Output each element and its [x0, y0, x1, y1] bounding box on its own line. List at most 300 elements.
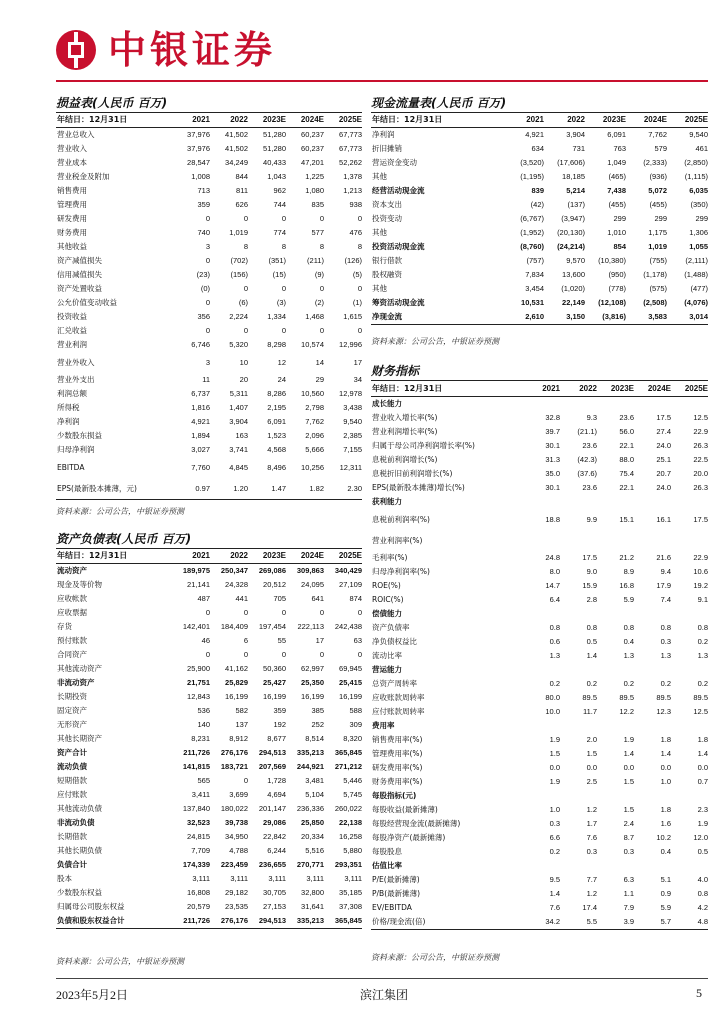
- row-label: 息税前利润增长(%): [372, 455, 438, 464]
- table-cell: 89.5: [619, 693, 634, 702]
- row-label: 无形资产: [57, 720, 87, 729]
- table-cell: 3: [205, 242, 210, 251]
- row-label: 营运资金变动: [372, 158, 417, 167]
- table-cell: 41,162: [225, 664, 248, 673]
- table-cell: 7.4: [660, 595, 671, 604]
- table-row: [56, 648, 362, 662]
- row-label: 息税前利润率(%): [372, 515, 430, 524]
- year-header: 2023E: [597, 382, 634, 397]
- table-cell: 1.82: [286, 478, 324, 500]
- table-cell: 211,726: [172, 914, 210, 929]
- table-cell: [560, 663, 597, 677]
- row-label: EPS(最新股本摊薄)增长(%): [372, 483, 465, 492]
- table-cell: 299: [654, 214, 667, 223]
- table-cell: 1.5: [586, 749, 597, 758]
- row-label: 应收账款周转率: [372, 693, 425, 702]
- table-cell: 18.8: [545, 515, 560, 524]
- table-cell: 0: [357, 326, 362, 335]
- row-label: 费用率: [372, 721, 395, 730]
- table-cell: 197,454: [258, 622, 286, 631]
- table-cell: 24,815: [187, 832, 210, 841]
- table-cell: 3,741: [229, 445, 248, 454]
- table-cell: (755): [649, 256, 667, 265]
- table-cell: [597, 789, 634, 803]
- table-cell: 1.6: [660, 819, 671, 828]
- table-cell: 12,311: [339, 463, 362, 472]
- row-label: 公允价值变动收益: [57, 298, 117, 307]
- year-header: 2021: [172, 113, 210, 128]
- row-label: 研发费用率(%): [372, 763, 423, 772]
- year-header: 2025E: [324, 113, 362, 128]
- table-cell: 25,850: [301, 818, 324, 827]
- table-cell: 2,224: [229, 312, 248, 321]
- table-cell: 7,762: [305, 417, 324, 426]
- table-cell: [560, 789, 597, 803]
- table-row: [56, 387, 362, 401]
- table-cell: 0: [205, 214, 210, 223]
- table-cell: 10,531: [521, 298, 544, 307]
- table-cell: 17.4: [582, 903, 597, 912]
- table-row: [371, 607, 708, 621]
- table-cell: 184,409: [220, 622, 248, 631]
- row-label: 其他: [372, 172, 387, 181]
- table-row: [371, 467, 708, 481]
- table-cell: 577: [311, 228, 324, 237]
- table-cell: 16.8: [619, 581, 634, 590]
- table-cell: 8.9: [623, 567, 634, 576]
- table-cell: 0.2: [697, 679, 708, 688]
- table-cell: (1,020): [561, 284, 585, 293]
- table-cell: 1,378: [343, 172, 362, 181]
- table-cell: 0.0: [586, 763, 597, 772]
- table-cell: (702): [230, 256, 248, 265]
- table-cell: 16,199: [301, 692, 324, 701]
- row-label: 负债合计: [57, 860, 87, 869]
- table-row: [56, 592, 362, 606]
- table-cell: 476: [349, 228, 362, 237]
- table-cell: (351): [268, 256, 286, 265]
- table-cell: 5,516: [305, 846, 324, 855]
- table-cell: 1,213: [343, 186, 362, 195]
- table-cell: 0: [319, 650, 324, 659]
- table-cell: 0: [243, 214, 248, 223]
- year-header: 2021: [172, 549, 210, 564]
- table-row: [371, 453, 708, 467]
- table-cell: 269,086: [258, 566, 286, 575]
- row-label: 银行借款: [372, 256, 402, 265]
- table-cell: (211): [307, 256, 324, 265]
- table-cell: 1,225: [305, 172, 324, 181]
- row-label: 价格/现金流(倍): [371, 915, 523, 930]
- table-cell: 41,502: [225, 144, 248, 153]
- table-cell: 141,815: [182, 762, 210, 771]
- year-header: 2022: [544, 113, 585, 128]
- table-cell: 276,176: [210, 914, 248, 929]
- row-label: 股本: [57, 874, 72, 883]
- table-row: [56, 415, 362, 429]
- table-cell: 1.3: [660, 651, 671, 660]
- table-cell: 0.3: [586, 847, 597, 856]
- table-cell: 52,262: [339, 158, 362, 167]
- row-label: 投资变动: [372, 214, 402, 223]
- table-row: [371, 593, 708, 607]
- income-table: [56, 113, 362, 500]
- table-cell: 0.8: [697, 623, 708, 632]
- table-cell: 3,699: [229, 790, 248, 799]
- table-cell: 5.7: [634, 915, 671, 930]
- table-row: [56, 352, 362, 373]
- table-row: [371, 282, 708, 296]
- table-cell: 0: [205, 298, 210, 307]
- table-cell: 740: [197, 228, 210, 237]
- table-cell: 1.3: [549, 651, 560, 660]
- table-cell: 1.5: [623, 777, 634, 786]
- table-cell: 1.4: [549, 889, 560, 898]
- table-cell: (156): [230, 270, 248, 279]
- row-label: 营业成本: [57, 158, 87, 167]
- table-row: [56, 226, 362, 240]
- table-cell: 1,019: [648, 242, 667, 251]
- table-cell: 22.9: [693, 553, 708, 562]
- table-cell: 626: [235, 200, 248, 209]
- table-cell: [597, 607, 634, 621]
- table-cell: 20: [239, 375, 248, 384]
- table-cell: (1,178): [643, 270, 667, 279]
- table-cell: 9.1: [697, 595, 708, 604]
- table-cell: 1,080: [305, 186, 324, 195]
- table-row: [56, 170, 362, 184]
- table-row: [371, 184, 708, 198]
- table-cell: 2,385: [343, 431, 362, 440]
- table-cell: 24,328: [225, 580, 248, 589]
- table-cell: 9.3: [586, 413, 597, 422]
- table-cell: 0.2: [586, 679, 597, 688]
- table-cell: 8,912: [229, 734, 248, 743]
- table-cell: 0.4: [660, 847, 671, 856]
- table-cell: 3,111: [230, 874, 248, 883]
- table-cell: 0: [319, 326, 324, 335]
- table-cell: 844: [235, 172, 248, 181]
- table-cell: 7,834: [525, 270, 544, 279]
- table-cell: 223,459: [220, 860, 248, 869]
- table-cell: 0.2: [549, 679, 560, 688]
- table-cell: 9.9: [586, 515, 597, 524]
- table-cell: 2.8: [586, 595, 597, 604]
- table-header-row: [371, 113, 708, 128]
- company-logo-text: 中银证券: [108, 27, 277, 72]
- table-cell: (465): [608, 172, 626, 181]
- table-cell: 335,213: [296, 748, 324, 757]
- table-cell: 0: [205, 650, 210, 659]
- table-cell: 55: [277, 636, 286, 645]
- table-cell: 0.5: [697, 847, 708, 856]
- table-cell: 359: [197, 200, 210, 209]
- row-label: 信用减值损失: [57, 270, 102, 279]
- table-cell: 47,201: [301, 158, 324, 167]
- table-row: [371, 268, 708, 282]
- table-cell: 0.3: [623, 847, 634, 856]
- row-label: 非流动负债: [57, 818, 95, 827]
- table-row: [56, 718, 362, 732]
- table-cell: [523, 607, 560, 621]
- table-cell: 29,086: [263, 818, 286, 827]
- table-cell: (37.6): [577, 469, 597, 478]
- table-row: [56, 142, 362, 156]
- table-cell: [671, 607, 708, 621]
- table-cell: 0.5: [586, 637, 597, 646]
- table-cell: 9,570: [566, 256, 585, 265]
- row-label: 营运能力: [372, 665, 402, 674]
- table-cell: 17: [353, 358, 362, 367]
- table-cell: 12.5: [693, 707, 708, 716]
- table-row: [371, 425, 708, 439]
- table-cell: 5,745: [343, 790, 362, 799]
- table-cell: 20.0: [693, 469, 708, 478]
- table-cell: 26.3: [693, 441, 708, 450]
- table-cell: (24,214): [557, 242, 585, 251]
- table-cell: [560, 530, 597, 551]
- table-cell: (778): [608, 284, 626, 293]
- cashflow-title: 现金流量表(人民币 百万): [371, 94, 708, 113]
- table-cell: 276,176: [220, 748, 248, 757]
- table-cell: 938: [349, 200, 362, 209]
- table-cell: 634: [531, 144, 544, 153]
- table-cell: 2,798: [305, 403, 324, 412]
- table-cell: 8,496: [267, 463, 286, 472]
- table-cell: 1.4: [623, 749, 634, 758]
- table-cell: 24.8: [545, 553, 560, 562]
- row-label: 其他长期资产: [57, 734, 102, 743]
- table-row: [56, 324, 362, 338]
- table-cell: 41,502: [225, 130, 248, 139]
- row-label: EPS(最新股本摊薄，元): [56, 478, 172, 500]
- table-cell: 21.6: [656, 553, 671, 562]
- table-cell: [634, 607, 671, 621]
- row-label: 营业外收入: [57, 358, 95, 367]
- row-label: 每股净资产(最新摊薄): [372, 833, 446, 842]
- row-label: EV/EBITDA: [372, 903, 412, 912]
- table-cell: 4,845: [229, 463, 248, 472]
- table-cell: 21,751: [187, 678, 210, 687]
- balance-source: 资料来源：公司公告，中银证券预测: [56, 957, 184, 966]
- table-cell: [560, 859, 597, 873]
- table-row: [371, 156, 708, 170]
- table-row: [371, 649, 708, 663]
- row-label: 净利润: [57, 417, 80, 426]
- table-cell: (2,333): [643, 158, 667, 167]
- table-cell: (42.3): [577, 455, 597, 464]
- table-cell: 4.8: [671, 915, 708, 930]
- table-cell: 12.0: [693, 833, 708, 842]
- table-cell: [560, 607, 597, 621]
- row-label: 管理费用率(%): [372, 749, 423, 758]
- table-cell: 260,022: [334, 804, 362, 813]
- table-cell: 140: [197, 720, 210, 729]
- table-cell: 461: [695, 144, 708, 153]
- table-row: [56, 914, 362, 929]
- table-cell: 713: [197, 186, 210, 195]
- table-cell: 29,182: [225, 888, 248, 897]
- table-cell: (3,816): [585, 310, 626, 325]
- row-label: 经营活动现金流: [372, 186, 425, 195]
- table-cell: 20,334: [301, 832, 324, 841]
- table-cell: [634, 397, 671, 412]
- table-cell: (575): [649, 284, 667, 293]
- table-cell: 1.4: [586, 651, 597, 660]
- table-cell: (950): [608, 270, 626, 279]
- table-cell: 1.4: [697, 749, 708, 758]
- row-label: 投资收益: [57, 312, 87, 321]
- table-row: [371, 831, 708, 845]
- row-label: 毛利率(%): [372, 553, 408, 562]
- table-cell: 17.5: [693, 515, 708, 524]
- table-row: [371, 240, 708, 254]
- table-cell: 9.0: [586, 567, 597, 576]
- table-row: [371, 254, 708, 268]
- table-cell: [597, 530, 634, 551]
- row-label: 预付账款: [57, 636, 87, 645]
- table-row: [371, 296, 708, 310]
- table-cell: (6,767): [520, 214, 544, 223]
- table-cell: 25,427: [263, 678, 286, 687]
- table-cell: 6: [243, 636, 248, 645]
- table-cell: (12,108): [598, 298, 626, 307]
- table-cell: 24: [277, 375, 286, 384]
- row-label: 负债和股东权益合计: [56, 914, 172, 929]
- table-cell: 3,411: [191, 790, 210, 799]
- table-row: [371, 635, 708, 649]
- year-header: 2023E: [248, 549, 286, 564]
- table-cell: 35.0: [545, 469, 560, 478]
- table-cell: 28,547: [187, 158, 210, 167]
- table-cell: 20,512: [263, 580, 286, 589]
- table-cell: 9,540: [343, 417, 362, 426]
- table-cell: 1,894: [191, 431, 210, 440]
- row-label: 净利润: [372, 130, 395, 139]
- table-header-row: [56, 113, 362, 128]
- table-cell: 16,199: [263, 692, 286, 701]
- table-cell: 1.7: [586, 819, 597, 828]
- row-label: 资产减值损失: [57, 256, 102, 265]
- table-cell: 293,351: [334, 860, 362, 869]
- table-cell: 4.2: [697, 903, 708, 912]
- table-cell: 0.4: [623, 637, 634, 646]
- table-row: [56, 282, 362, 296]
- table-cell: 1,523: [267, 431, 286, 440]
- table-row: [371, 579, 708, 593]
- table-row: [56, 732, 362, 746]
- table-header-row: [371, 382, 708, 397]
- year-header: 2023E: [248, 113, 286, 128]
- row-label: 流动资产: [57, 566, 87, 575]
- table-cell: 8.7: [623, 833, 634, 842]
- table-cell: [523, 663, 560, 677]
- table-cell: 31,641: [301, 902, 324, 911]
- table-cell: 89.5: [693, 693, 708, 702]
- table-cell: 0: [281, 608, 286, 617]
- table-row: [56, 457, 362, 478]
- table-cell: 8,231: [191, 734, 210, 743]
- table-cell: 3,454: [525, 284, 544, 293]
- table-cell: 3,027: [191, 445, 210, 454]
- table-cell: 2.5: [586, 777, 597, 786]
- table-row: [371, 226, 708, 240]
- table-cell: 201,147: [258, 804, 286, 813]
- table-cell: 18,185: [562, 172, 585, 181]
- table-cell: 1,334: [267, 312, 286, 321]
- table-cell: 1.9: [549, 735, 560, 744]
- table-cell: 8,677: [267, 734, 286, 743]
- table-row: [56, 373, 362, 387]
- table-cell: 10.0: [545, 707, 560, 716]
- table-cell: 8: [319, 242, 324, 251]
- table-cell: 20.7: [656, 469, 671, 478]
- row-label: 息税折旧前利润增长(%): [372, 469, 453, 478]
- table-row: [371, 845, 708, 859]
- table-cell: 2,195: [267, 403, 286, 412]
- table-cell: 27.4: [656, 427, 671, 436]
- table-cell: 39,738: [225, 818, 248, 827]
- year-header: 2024E: [626, 113, 667, 128]
- table-cell: 1,728: [267, 776, 286, 785]
- table-row: [56, 676, 362, 690]
- table-row: [371, 677, 708, 691]
- income-source: 资料来源：公司公告，中银证券预测: [56, 507, 184, 516]
- table-cell: 7,709: [191, 846, 210, 855]
- table-row: [371, 733, 708, 747]
- table-cell: 7.6: [549, 903, 560, 912]
- table-cell: 0.97: [172, 478, 210, 500]
- table-cell: (2,111): [685, 256, 708, 265]
- row-label: 现金及等价物: [57, 580, 102, 589]
- table-row: [371, 789, 708, 803]
- table-row: [371, 887, 708, 901]
- table-cell: (1,952): [520, 228, 544, 237]
- table-cell: 10,560: [301, 389, 324, 398]
- table-cell: 15.1: [619, 515, 634, 524]
- table-cell: [523, 397, 560, 412]
- table-cell: 0.3: [549, 819, 560, 828]
- table-cell: 16,199: [339, 692, 362, 701]
- table-cell: 7.7: [586, 875, 597, 884]
- table-cell: 0.2: [549, 847, 560, 856]
- table-cell: (42): [530, 200, 544, 209]
- year-header: 2022: [210, 113, 248, 128]
- table-cell: 30,705: [263, 888, 286, 897]
- table-cell: 222,113: [297, 622, 324, 631]
- table-row: [56, 128, 362, 143]
- table-cell: 11.7: [582, 707, 597, 716]
- table-cell: [560, 397, 597, 412]
- table-cell: 0.2: [623, 679, 634, 688]
- row-label: 汇兑收益: [57, 326, 87, 335]
- table-row: [371, 901, 708, 915]
- table-cell: 0.8: [660, 623, 671, 632]
- table-cell: 1,306: [689, 228, 708, 237]
- table-cell: 0: [205, 326, 210, 335]
- row-label: 营业税金及附加: [57, 172, 110, 181]
- table-cell: 17.5: [656, 413, 671, 422]
- row-label: 每股股息: [372, 847, 402, 856]
- table-cell: 835: [311, 200, 324, 209]
- table-cell: 37,976: [187, 144, 210, 153]
- table-cell: (21.1): [577, 427, 597, 436]
- table-cell: 137,840: [182, 804, 210, 813]
- table-cell: 1.2: [586, 889, 597, 898]
- table-cell: 25,900: [187, 664, 210, 673]
- table-cell: 5,214: [566, 186, 585, 195]
- table-cell: 3,111: [192, 874, 210, 883]
